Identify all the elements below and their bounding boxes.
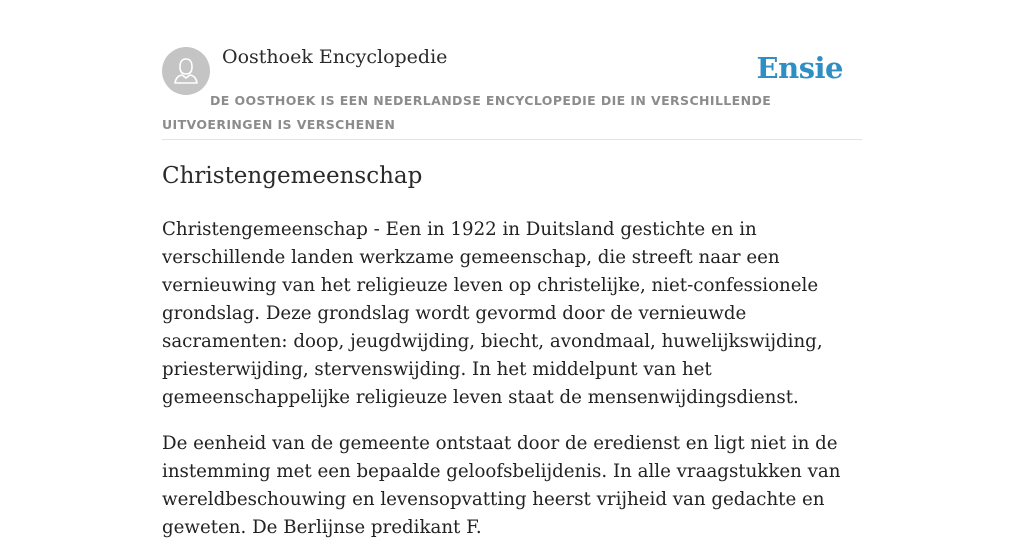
- article-paragraph: De eenheid van de gemeente ontstaat door de eredienst en ligt niet in de instemming met een bepaalde geloofsbelijdenis. In alle vraagstukken van wereldbeschouwing en levensopvatting heerst vrijheid van gedachte en geweten. De Berlijnse predikant F.: [162, 433, 841, 538]
- header: [162, 0, 862, 140]
- user-avatar-icon[interactable]: [162, 47, 210, 95]
- brand-logo[interactable]: Ensie: [756, 51, 843, 85]
- avatar-silhouette-icon: [162, 47, 210, 95]
- site-tagline: DE OOSTHOEK IS EEN NEDERLANDSE ENCYCLOPEDIE DIE IN VERSCHILLENDE UITVOERINGEN IS VERSCHENEN: [162, 93, 772, 132]
- page: [162, 0, 862, 538]
- site-name-link[interactable]: Oosthoek Encyclopedie: [222, 46, 448, 68]
- article-body: [162, 216, 864, 560]
- article-paragraph: Christengemeenschap - Een in 1922 in Duitsland gestichte en in verschillende landen werkzame gemeenschap, die streeft naar een vernieuwing van het religieuze leven op christelijke, niet-confessionele grondslag. Deze grondslag wordt gevormd door de vernieuwde sacramenten: doop, jeugdwijding, biecht, avondmaal, huwelijkswijding, priesterwijding, stervenswijding. In het middelpunt van het gemeenschappelijke religieuze leven staat de mensenwijdingsdienst.: [162, 219, 823, 408]
- article-title: Christengemeenschap: [162, 163, 423, 189]
